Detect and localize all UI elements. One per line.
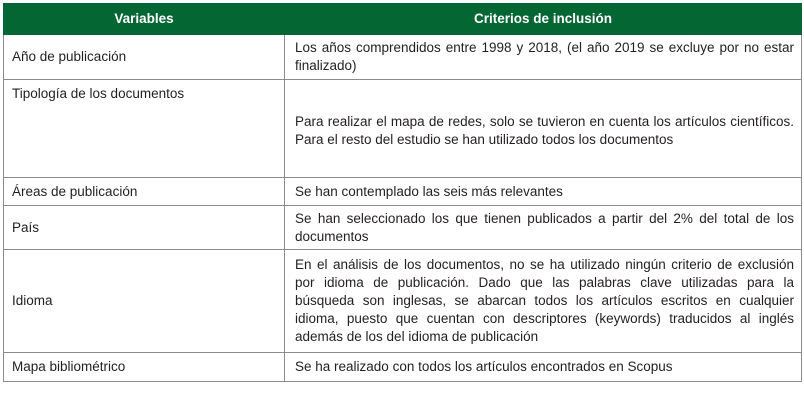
table-row (4, 250, 802, 353)
variable-cell: Año de publicación (4, 35, 285, 80)
table-header-row (4, 4, 802, 35)
variable-cell: País (4, 206, 285, 250)
variable-cell: Tipología de los documentos (4, 80, 285, 178)
criterion-cell: En el análisis de los documentos, no se ha utilizado ningún criterio de exclusión por idioma de publicación. Dado que las palabras clave utilizadas para la búsqueda son inglesas, se abarcan todos los artículos escritos en cualquier idioma, puesto que cuentan con descriptores (keywords) traducidos al inglés además de los del idioma de publicación (285, 250, 802, 353)
criterion-cell: Se han contemplado las seis más relevantes (285, 178, 802, 206)
table-row (4, 178, 802, 206)
criterion-cell: Se ha realizado con todos los artículos encontrados en Scopus (285, 353, 802, 382)
header-criteria: Criterios de inclusión (285, 4, 802, 35)
table-row (4, 80, 802, 178)
inclusion-criteria-table (3, 3, 802, 382)
table-row (4, 206, 802, 250)
header-variables: Variables (4, 4, 285, 35)
variable-cell: Mapa bibliométrico (4, 353, 285, 382)
table-row (4, 353, 802, 382)
variable-cell: Idioma (4, 250, 285, 353)
variable-cell: Áreas de publicación (4, 178, 285, 206)
criterion-cell: Los años comprendidos entre 1998 y 2018, (el año 2019 se excluye por no estar finalizado) (285, 35, 802, 80)
table-row (4, 35, 802, 80)
criterion-cell: Se han seleccionado los que tienen publicados a partir del 2% del total de los documentos (285, 206, 802, 250)
criterion-cell: Para realizar el mapa de redes, solo se tuvieron en cuenta los artículos científicos. Para el resto del estudio se han utilizado todos los documentos (285, 80, 802, 178)
